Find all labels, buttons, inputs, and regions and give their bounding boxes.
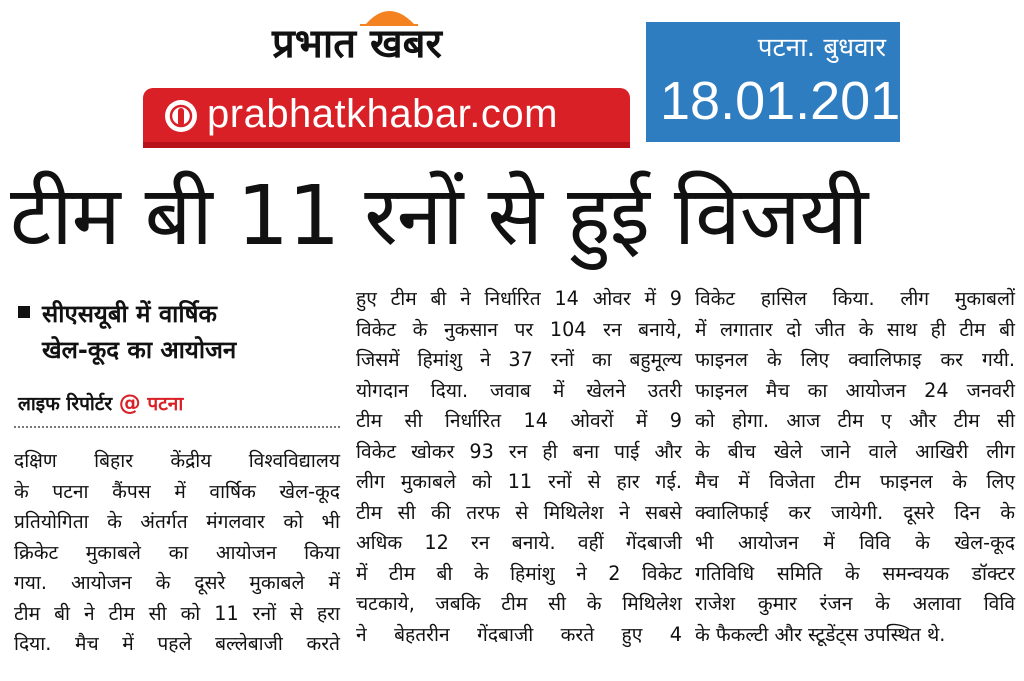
column-line: चटकाये, जबकि टीम सी के मिथिलेश [356,592,682,615]
column-line: में लगातार दो जीत के साथ ही टीम बी [695,317,1015,341]
newspaper-masthead: प्रभात खबर [272,20,442,67]
dateline-box [646,22,931,142]
website-url: prabhatkhabar.com [207,92,558,136]
bullet-square-icon [18,306,30,318]
column-line: गया. आयोजन के दूसरे मुकाबले में [14,571,340,594]
dateline-city-day: पटना. बुधवार [757,33,886,63]
article-column-1 [14,446,340,660]
column-line: फाइनल मैच का आयोजन 24 जनवरी [695,378,1015,402]
touch-hand-icon [163,98,199,134]
column-line: फाइनल के लिए क्वालिफाइ कर गयी. [695,348,1015,371]
website-banner [143,88,630,142]
column-line: में टीम बी के हिमांशु ने 2 विकेट [356,561,682,585]
column-line: ने बेहतरीन गेंदबाजी करते हुए 4 [356,622,682,646]
subheadline-line-2: खेल-कूद का आयोजन [42,336,237,364]
column-line: दिया. मैच में पहले बल्लेबाजी करते [14,632,340,655]
column-line: योगदान दिया. जवाब में खेलने उतरी [356,378,682,402]
column-line: विकेट खोकर 93 रन ही बना पाई और [356,439,682,463]
article-headline: टीम बी 11 रनों से हुई विजयी [10,169,868,264]
byline-author: लाइफ रिपोर्टर [18,393,113,415]
column-line: भी आयोजन में विवि के खेल-कूद [695,531,1015,554]
column-line: जिसमें हिमांशु ने 37 रनों का बहुमूल्य [356,348,682,371]
column-line: दक्षिण बिहार केंद्रीय विश्वविद्यालय [14,449,340,472]
column-line: अधिक 12 रन बनाये. वहीं गेंदबाजी [356,531,682,554]
column-line: के पटना कैंपस में वार्षिक खेल-कूद [14,479,340,503]
column-line: क्वालिफाई कर जायेगी. दूसरे दिन के [695,500,1015,524]
byline-at-symbol: @ [118,391,141,416]
article-column-3 [695,284,1015,650]
column-line: लीग मुकाबले को 11 रनों से हार गई. [356,470,682,493]
column-line: मैच में विजेता टीम फाइनल के लिए [695,470,1015,493]
column-line: टीम सी की तरफ से मिथिलेश ने सबसे [356,500,682,524]
subheadline-line-1: सीएसयूबी में वार्षिक [42,300,217,328]
byline-city: पटना [147,393,184,415]
column-line: राजेश कुमार रंजन के अलावा विवि [695,592,1015,615]
column-line: प्रतियोगिता के अंतर्गत मंगलवार को भी [14,510,340,533]
column-line: हुए टीम बी ने निर्धारित 14 ओवर में 9 [356,287,682,310]
column-line: के बीच खेले जाने वाले आखिरी लीग [695,439,1015,463]
byline-divider [14,426,340,428]
column-line: क्रिकेट मुकाबले का आयोजन किया [14,540,340,564]
column-line: विकेट हासिल किया. लीग मुकाबलों [695,287,1015,310]
dateline-date: 18.01.2017 [660,71,931,131]
column-line: के फैकल्टी और स्टूडेंट्स उपस्थित थे. [695,622,946,646]
column-line: गतिविधि समिति के समन्वयक डॉक्टर [695,561,1015,585]
article-subheadline [18,296,338,368]
column-line: विकेट के नुकसान पर 104 रन बनाये, [356,317,682,341]
article-column-2 [356,284,682,650]
column-line: को होगा. आज टीम ए और टीम सी [695,409,1015,432]
column-line: टीम सी निर्धारित 14 ओवरों में 9 [356,409,682,432]
article-byline [18,390,338,418]
column-line: टीम बी ने टीम सी को 11 रनों से हरा [14,601,340,625]
